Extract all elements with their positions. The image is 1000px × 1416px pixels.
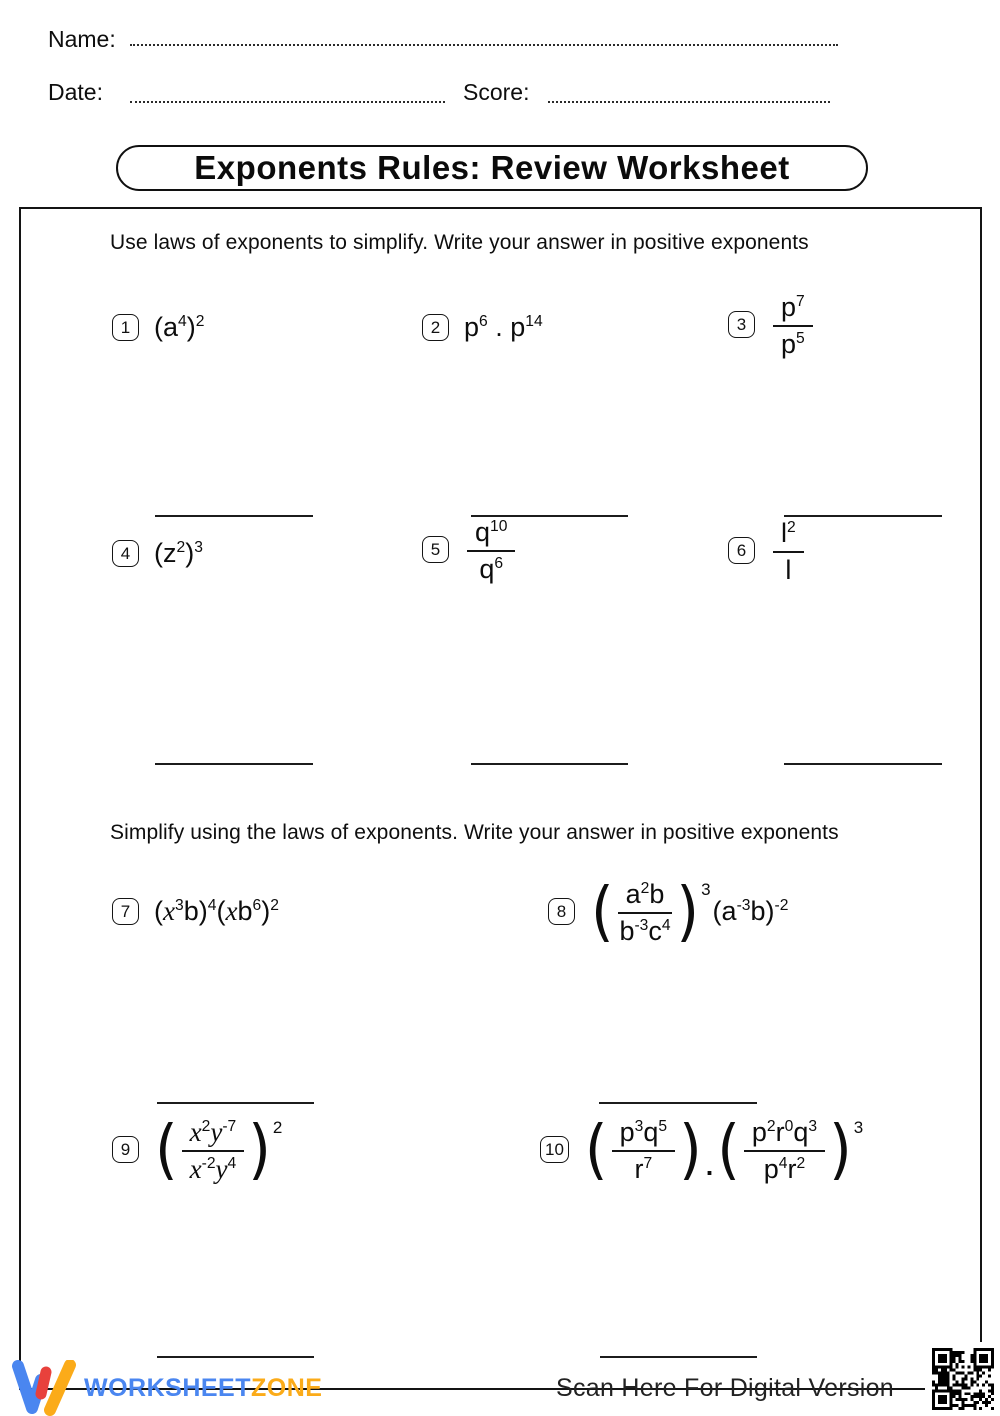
answer-line-problem-3[interactable]: [784, 515, 942, 517]
problem-7: [112, 896, 279, 927]
problem-1: [112, 312, 204, 343]
problem-4: [112, 538, 203, 569]
problem-1-expression: $(a^4)^2$: [154, 312, 205, 342]
problem-2-number: 2: [422, 314, 449, 341]
score-input-line[interactable]: [548, 101, 830, 103]
worksheet-zone-logo: [8, 1360, 322, 1416]
answer-line-problem-8[interactable]: [599, 1102, 757, 1104]
problem-1-number: 1: [112, 314, 139, 341]
problem-10-expression: ( $\frac{p^3q^5}{r^7}$ ) . ( $\frac{p^2r^0q^3}{p^4r^2}$ ) 3: [584, 1111, 864, 1188]
problem-10: [540, 1111, 865, 1188]
answer-line-problem-1[interactable]: [155, 515, 313, 517]
answer-line-problem-6[interactable]: [784, 763, 942, 765]
problem-6-number: 6: [728, 537, 755, 564]
problem-3-number: 3: [728, 311, 755, 338]
problem-6: [728, 517, 807, 585]
problem-5-number: 5: [422, 536, 449, 563]
section-2-instruction: Simplify using the laws of exponents. Write your answer in positive exponents: [110, 821, 839, 844]
answer-line-problem-7[interactable]: [157, 1102, 314, 1104]
problem-4-number: 4: [112, 540, 139, 567]
problem-5-expression: $\frac{q^{10}}{q^6}$: [464, 516, 518, 584]
qr-code-icon: [925, 1342, 1000, 1416]
problem-3-expression: $\frac{p^7}{p^5}$: [770, 291, 816, 359]
problem-2-expression: $p^6$ . $p^{14}$: [464, 312, 543, 342]
problem-9-number: 9: [112, 1136, 139, 1163]
problem-7-expression: $(x^3b)^4(xb^6)^2$: [154, 896, 279, 926]
problem-8-number: 8: [548, 898, 575, 925]
problem-9-expression: ( $\frac{x^2y^{-7}}{x^{-2}y^4}$ ) 2: [155, 1111, 283, 1188]
problem-6-expression: $\frac{l^2}{l}$: [770, 517, 807, 585]
problem-4-expression: $(z^2)^3$: [154, 538, 203, 568]
worksheet-title: Exponents Rules: Review Worksheet: [116, 145, 868, 191]
problem-7-number: 7: [112, 898, 139, 925]
section-1-instruction: Use laws of exponents to simplify. Write your answer in positive exponents: [110, 231, 809, 254]
logo-word-worksheet: WORKSHEET: [84, 1373, 251, 1402]
name-label: Name:: [48, 26, 116, 52]
logo-word-zone: ZONE: [251, 1373, 323, 1402]
answer-line-problem-2[interactable]: [471, 515, 628, 517]
answer-line-problem-10[interactable]: [600, 1356, 757, 1358]
score-label: Score:: [463, 79, 530, 105]
problem-5: [422, 516, 518, 584]
logo-wordmark: [84, 1374, 322, 1403]
problem-8: [548, 873, 789, 950]
worksheet-content-box: [19, 207, 982, 1390]
problem-3: [728, 291, 816, 359]
problem-10-number: 10: [540, 1136, 569, 1163]
problem-9: [112, 1111, 284, 1188]
problem-2: [422, 312, 543, 343]
problem-8-expression: ( $\frac{a^2b}{b^{-3}c^4}$ ) 3 $(a^{-3}b)^{-2}$: [591, 873, 789, 950]
scan-here-text: Scan Here For Digital Version: [556, 1374, 895, 1402]
answer-line-problem-5[interactable]: [471, 763, 628, 765]
logo-w-icon: [8, 1360, 82, 1416]
answer-line-problem-4[interactable]: [155, 763, 313, 765]
name-input-line[interactable]: [130, 44, 838, 46]
date-label: Date:: [48, 79, 103, 105]
answer-line-problem-9[interactable]: [157, 1356, 314, 1358]
date-input-line[interactable]: [130, 101, 445, 103]
